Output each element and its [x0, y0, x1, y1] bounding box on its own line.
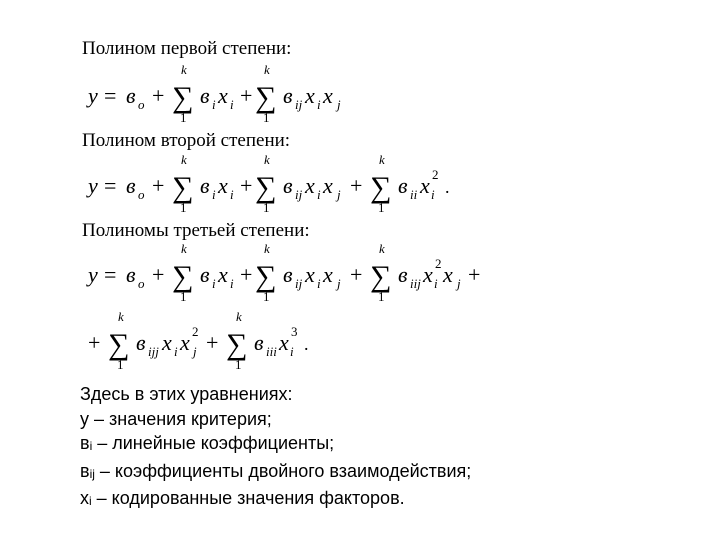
subscript-j: j	[457, 276, 461, 291]
sum-lower-limit: 1	[263, 110, 270, 125]
note-vij-symbol: в	[80, 460, 90, 481]
y-symbol: y	[88, 262, 98, 287]
note-xi-text: – кодированные значения факторов.	[91, 488, 405, 509]
sum-lower-limit: 1	[180, 289, 187, 304]
y-symbol: y	[88, 83, 98, 108]
plus-sign: +	[88, 330, 101, 355]
var-x: x	[180, 330, 190, 355]
sum-sign: ∑	[255, 171, 277, 204]
note-vij-subscript: ij	[89, 466, 95, 481]
sum-sign: ∑	[226, 328, 248, 361]
var-x: x	[218, 262, 228, 287]
exponent-3: 3	[291, 324, 298, 339]
note-vij	[80, 459, 471, 487]
var-x: x	[323, 83, 333, 108]
plus-sign: +	[350, 262, 363, 287]
subscript-o: o	[138, 97, 145, 112]
var-x: x	[443, 262, 453, 287]
var-x: x	[305, 83, 315, 108]
var-x: x	[420, 173, 430, 198]
subscript-i: i	[290, 344, 294, 359]
notes-intro: Здесь в этих уравнениях:	[80, 384, 293, 404]
coef-v: в	[283, 83, 293, 108]
subscript-iij: iij	[410, 276, 421, 291]
coef-v: в	[200, 262, 210, 287]
sum-upper-limit: k	[181, 152, 187, 167]
subscript-ijj: ijj	[148, 344, 159, 359]
coef-v: в	[126, 173, 136, 198]
coef-v: в	[126, 262, 136, 287]
plus-sign: +	[206, 330, 219, 355]
note-xi-symbol: x	[80, 488, 89, 509]
y-symbol: y	[88, 173, 98, 198]
sum-sign: ∑	[172, 81, 194, 114]
subscript-i: i	[317, 97, 321, 112]
subscript-j: j	[337, 187, 341, 202]
subscript-j: j	[337, 276, 341, 291]
sum-lower-limit: 1	[117, 357, 124, 372]
sum-upper-limit: k	[379, 241, 385, 256]
plus-sign: +	[152, 173, 165, 198]
exponent-2: 2	[432, 167, 439, 182]
plus-sign: +	[240, 83, 253, 108]
var-x: x	[323, 173, 333, 198]
coef-v: в	[398, 173, 408, 198]
subscript-i: i	[230, 97, 234, 112]
sum-upper-limit: k	[264, 62, 270, 77]
coef-v: в	[200, 83, 210, 108]
note-vi-symbol: в	[80, 433, 90, 454]
note-xi-subscript: i	[89, 494, 92, 509]
heading-third-degree: Полиномы третьей степени:	[82, 220, 310, 241]
sum-lower-limit: 1	[263, 289, 270, 304]
plus-sign: +	[240, 262, 253, 287]
exponent-2: 2	[435, 256, 442, 271]
plus-sign: +	[240, 173, 253, 198]
var-x: x	[305, 173, 315, 198]
subscript-ij: ij	[295, 187, 303, 202]
note-y: у – значения критерия;	[80, 408, 272, 429]
sum-sign: ∑	[370, 260, 392, 293]
sum-sign: ∑	[370, 171, 392, 204]
subscript-i: i	[317, 276, 321, 291]
equals-sign: =	[104, 173, 117, 198]
var-x: x	[423, 262, 433, 287]
note-vi-text: – линейные коэффициенты;	[92, 433, 335, 454]
var-x: x	[218, 173, 228, 198]
subscript-i: i	[230, 276, 234, 291]
note-vi	[80, 431, 471, 459]
var-x: x	[218, 83, 228, 108]
sum-upper-limit: k	[181, 62, 187, 77]
coef-v: в	[283, 173, 293, 198]
subscript-i: i	[212, 187, 216, 202]
note-vij-text: – коэффициенты двойного взаимодействия;	[94, 460, 472, 481]
period: .	[304, 334, 309, 354]
coef-v: в	[398, 262, 408, 287]
sum-upper-limit: k	[264, 241, 270, 256]
sum-upper-limit: k	[236, 309, 242, 324]
coef-v: в	[283, 262, 293, 287]
sum-sign: ∑	[172, 260, 194, 293]
equals-sign: =	[104, 262, 117, 287]
heading-first-degree: Полином первой степени:	[82, 38, 292, 59]
subscript-j: j	[337, 97, 341, 112]
subscript-i: i	[174, 344, 178, 359]
sum-upper-limit: k	[264, 152, 270, 167]
plus-sign: +	[152, 262, 165, 287]
subscript-j: j	[193, 344, 197, 359]
sum-sign: ∑	[255, 260, 277, 293]
subscript-i: i	[317, 187, 321, 202]
subscript-ii: ii	[410, 187, 418, 202]
sum-lower-limit: 1	[263, 200, 270, 215]
equals-sign: =	[104, 83, 117, 108]
period: .	[445, 177, 450, 197]
sum-upper-limit: k	[118, 309, 124, 324]
subscript-i: i	[212, 276, 216, 291]
subscript-ij: ij	[295, 97, 303, 112]
sum-lower-limit: 1	[378, 289, 385, 304]
coef-v: в	[200, 173, 210, 198]
formula-third-degree-line1	[86, 241, 480, 304]
subscript-iii: iii	[266, 344, 277, 359]
formula-first-degree	[86, 62, 341, 125]
coef-v: в	[254, 330, 264, 355]
subscript-i: i	[434, 276, 438, 291]
subscript-i: i	[431, 187, 435, 202]
formula-second-degree	[86, 152, 450, 215]
plus-sign: +	[350, 173, 363, 198]
sum-sign: ∑	[172, 171, 194, 204]
var-x: x	[279, 330, 289, 355]
exponent-2: 2	[192, 324, 199, 339]
var-x: x	[305, 262, 315, 287]
sum-lower-limit: 1	[235, 357, 242, 372]
var-x: x	[162, 330, 172, 355]
plus-sign: +	[468, 262, 481, 287]
subscript-ij: ij	[295, 276, 303, 291]
subscript-i: i	[212, 97, 216, 112]
sum-sign: ∑	[255, 81, 277, 114]
note-xi	[80, 486, 471, 514]
subscript-o: o	[138, 276, 145, 291]
legend-notes	[80, 382, 471, 514]
heading-second-degree: Полином второй степени:	[82, 130, 291, 151]
sum-lower-limit: 1	[378, 200, 385, 215]
formula-third-degree-line2	[88, 309, 309, 372]
sum-upper-limit: k	[181, 241, 187, 256]
subscript-i: i	[230, 187, 234, 202]
var-x: x	[323, 262, 333, 287]
plus-sign: +	[152, 83, 165, 108]
coef-v: в	[136, 330, 146, 355]
sum-sign: ∑	[108, 328, 130, 361]
sum-lower-limit: 1	[180, 200, 187, 215]
subscript-o: o	[138, 187, 145, 202]
sum-upper-limit: k	[379, 152, 385, 167]
note-vi-subscript: i	[89, 439, 93, 454]
sum-lower-limit: 1	[180, 110, 187, 125]
coef-v: в	[126, 83, 136, 108]
